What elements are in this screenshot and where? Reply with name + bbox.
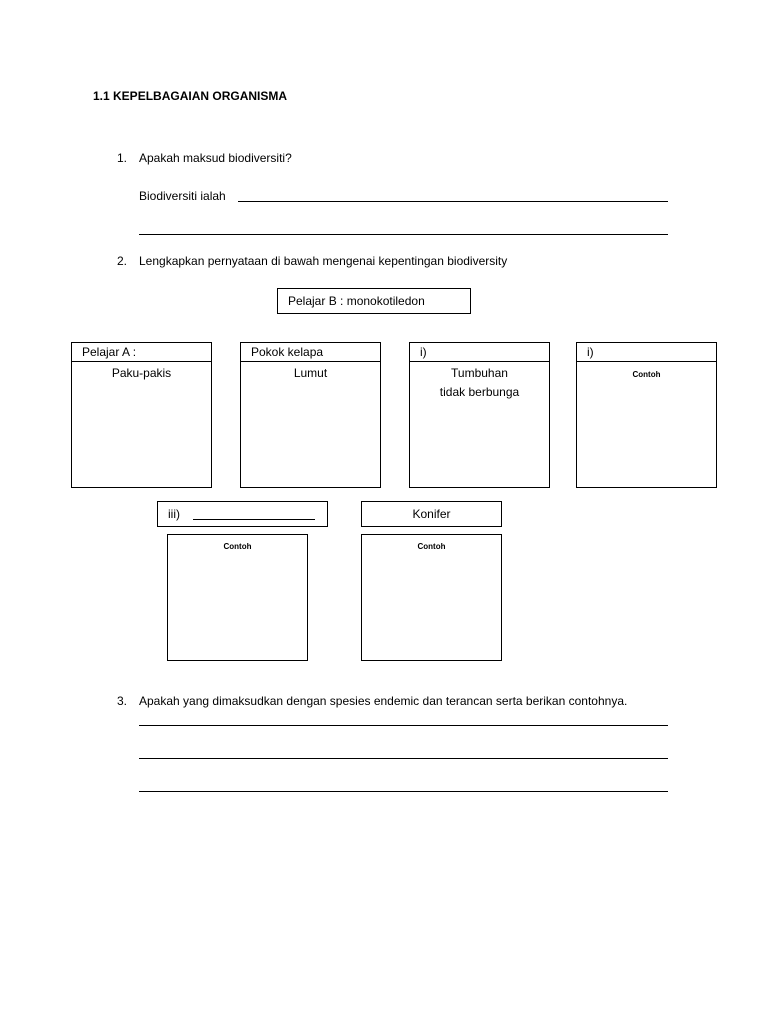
box6-body xyxy=(361,534,502,661)
box4-body xyxy=(576,362,717,488)
box3-header xyxy=(409,342,550,362)
box6-contoh-label: Contoh xyxy=(417,542,446,551)
q1-number: 1. xyxy=(117,151,128,165)
q1-answer-line-1[interactable] xyxy=(238,201,668,202)
section-title: 1.1 KEPELBAGAIAN ORGANISMA xyxy=(93,89,288,103)
q3-number: 3. xyxy=(117,694,128,708)
box4-contoh-label: Contoh xyxy=(632,370,661,379)
box2-body-text: Lumut xyxy=(293,366,328,380)
pelajar-b-label: Pelajar B : monokotiledon xyxy=(288,294,425,308)
box3-header-label: i) xyxy=(420,345,427,359)
q3-answer-line-2[interactable] xyxy=(139,758,668,759)
box5-contoh-label: Contoh xyxy=(223,542,252,551)
q1-answer-prefix: Biodiversiti ialah xyxy=(139,189,226,203)
box2-header xyxy=(240,342,381,362)
box4-header xyxy=(576,342,717,362)
box5-header xyxy=(157,501,328,527)
box5-answer-line[interactable] xyxy=(193,519,315,520)
box1-header xyxy=(71,342,212,362)
box5-header-label: iii) xyxy=(168,507,180,521)
q1-question: Apakah maksud biodiversiti? xyxy=(139,151,292,165)
box1-body-text: Paku-pakis xyxy=(111,366,172,380)
box3-body-text: Tumbuhan tidak berbunga xyxy=(439,366,520,399)
q2-number: 2. xyxy=(117,254,128,268)
pelajar-b-box xyxy=(277,288,471,314)
box3-body xyxy=(409,362,550,488)
q3-answer-line-1[interactable] xyxy=(139,725,668,726)
box2-body xyxy=(240,362,381,488)
q3-question: Apakah yang dimaksudkan dengan spesies endemic dan terancan serta berikan contohnya. xyxy=(139,694,628,708)
box1-body xyxy=(71,362,212,488)
q2-question: Lengkapkan pernyataan di bawah mengenai kepentingan biodiversity xyxy=(139,254,508,268)
box6-header-label: Konifer xyxy=(412,507,451,521)
box2-header-label: Pokok kelapa xyxy=(251,345,324,359)
box6-header xyxy=(361,501,502,527)
box5-body xyxy=(167,534,308,661)
q3-answer-line-3[interactable] xyxy=(139,791,668,792)
q1-answer-line-2[interactable] xyxy=(139,234,668,235)
box4-header-label: i) xyxy=(587,345,594,359)
box1-header-label: Pelajar A : xyxy=(82,345,137,359)
